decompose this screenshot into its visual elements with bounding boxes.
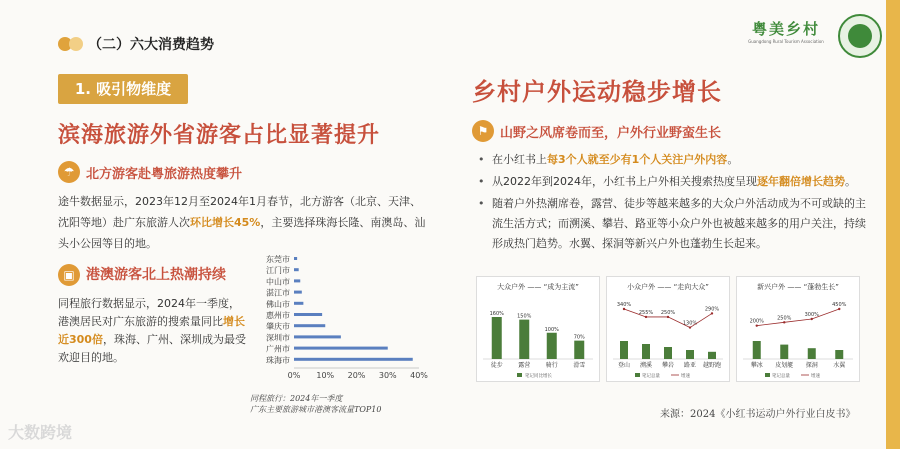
panel-bar xyxy=(547,333,557,359)
emerging-outdoor-panel: 新兴户外 —— “蓬勃生长” 200% 攀冰 250% 皮划艇 300% 探洞 450% 水翼 笔记总量 增速 xyxy=(736,276,860,382)
growth-line xyxy=(757,309,840,326)
city-bar xyxy=(294,347,388,350)
category-label: 登山 xyxy=(617,362,631,369)
panel-bar xyxy=(574,341,584,359)
line-value-label: 130% xyxy=(682,320,698,327)
legend-label: 笔记总量 xyxy=(772,374,790,379)
bar-value-label: 70% xyxy=(573,334,585,341)
runner-icon: ⚑ xyxy=(472,120,494,142)
watermark: 大数跨境 xyxy=(8,423,73,442)
chart-note: 同程旅行：2024年一季度 广东主要旅游城市港澳客流量TOP10 xyxy=(250,394,382,414)
line-value-label: 450% xyxy=(832,302,847,308)
legend-label: 增速 xyxy=(681,374,690,379)
category-label: 攀冰 xyxy=(750,362,763,369)
x-tick-label: 30% xyxy=(378,371,397,380)
city-label: 佛山市 xyxy=(266,299,290,309)
city-bar xyxy=(294,302,303,305)
x-tick-label: 0% xyxy=(287,371,301,380)
city-bar xyxy=(294,291,302,294)
city-label: 珠海市 xyxy=(266,355,290,365)
legend-label: 增速 xyxy=(811,374,820,379)
city-label: 湛江市 xyxy=(266,288,290,298)
city-label: 深圳市 xyxy=(266,333,290,343)
source-note: 来源：2024《小红书运动户外行业白皮书》 xyxy=(660,409,856,420)
paragraph-hk-macau: 同程旅行数据显示，2024年一季度，港澳居民对广东旅游的搜索量同比增长近300倍，珠海、广州、深圳成为最受欢迎目的地。 xyxy=(58,297,246,364)
city-bar xyxy=(294,324,325,327)
panel-bar xyxy=(808,348,816,359)
city-bar xyxy=(294,279,300,282)
bar-value-label: 150% xyxy=(517,313,532,320)
x-tick-label: 20% xyxy=(347,371,366,380)
panel-bar xyxy=(642,344,650,359)
growth-point xyxy=(711,312,713,314)
left-headline: 滨海旅游外省游客占比显著提升 xyxy=(58,123,381,148)
right-headline: 乡村户外运动稳步增长 xyxy=(472,78,722,106)
decorative-right-strip xyxy=(886,0,900,449)
panel-bar xyxy=(686,350,694,359)
city-bar xyxy=(294,313,322,316)
panel-bar xyxy=(835,350,843,359)
sub2-title: 港澳游客北上热潮持续 xyxy=(86,267,226,283)
growth-point xyxy=(623,308,625,310)
legend-swatch xyxy=(517,373,522,377)
bus-icon: ▣ xyxy=(58,264,80,286)
category-label: 路亚 xyxy=(683,362,697,369)
category-label: 露营 xyxy=(518,362,531,369)
category-label: 皮划艇 xyxy=(775,362,794,369)
category-label: 探洞 xyxy=(805,362,818,369)
category-label: 徒步 xyxy=(490,362,503,369)
panel-bar xyxy=(519,320,529,359)
city-bar xyxy=(294,257,297,260)
line-value-label: 340% xyxy=(616,302,632,308)
city-bar xyxy=(294,358,413,361)
line-value-label: 250% xyxy=(660,309,676,316)
bullet-item: • 从2022年到2024年，小红书上户外相关搜索热度呈现逐年翻倍增长趋势。 xyxy=(474,172,874,192)
bullet-item: • 在小红书上每3个人就至少有1个人关注户外内容。 xyxy=(474,150,874,170)
city-label: 中山市 xyxy=(266,277,290,287)
category-label: 滑雪 xyxy=(573,362,586,369)
outdoor-bullets xyxy=(474,150,874,256)
line-value-label: 255% xyxy=(638,309,654,316)
growth-point xyxy=(756,324,758,326)
city-bar xyxy=(294,335,341,338)
category-label: 越野跑 xyxy=(702,362,722,369)
legend-swatch xyxy=(765,373,770,377)
line-value-label: 200% xyxy=(749,318,764,325)
legend-label: 笔记总量 xyxy=(642,374,660,379)
category-label: 骑行 xyxy=(545,362,558,369)
paragraph-north-tourists: 途牛数据显示，2023年12月至2024年1月春节，北方游客（北京、天津、沈阳等地）赴广东旅游人次环比增长45%，主要选择珠海长隆、南澳岛、汕头小公园等目的地。 xyxy=(58,195,426,250)
growth-point xyxy=(645,316,647,318)
beach-icon: ☂ xyxy=(58,161,80,183)
panel-bar xyxy=(620,341,628,359)
bullet-item: • 随着户外热潮席卷，露营、徒步等越来越多的大众户外活动成为不可或缺的主流生活方式；而溯溪、攀岩、路亚等小众户外也被越来越多的用户关注，持续形成热门趋势。水翼、探洞等新兴户外也蓬勃生长起来。 xyxy=(474,194,874,254)
x-tick-label: 10% xyxy=(316,371,335,380)
rural-logo: 粤美乡村 Guangdong Rural Tourism Association xyxy=(748,20,824,44)
bar-value-label: 160% xyxy=(489,311,504,317)
growth-point xyxy=(667,316,669,318)
city-bar xyxy=(294,268,299,271)
category-label: 溯溪 xyxy=(639,362,653,369)
bar-value-label: 100% xyxy=(544,326,559,333)
line-value-label: 250% xyxy=(777,315,792,322)
growth-point xyxy=(838,308,840,310)
growth-point xyxy=(811,318,813,320)
panel-bar xyxy=(492,317,502,359)
category-label: 攀岩 xyxy=(661,362,675,369)
legend-label: 笔记同比增长 xyxy=(525,374,552,379)
sub1-title: 北方游客赴粤旅游热度攀升 xyxy=(86,167,243,182)
city-label: 东莞市 xyxy=(266,255,290,264)
growth-point xyxy=(689,326,691,328)
city-label: 广州市 xyxy=(266,344,290,354)
right-subtitle: 山野之风席卷而至，户外行业野蛮生长 xyxy=(500,126,722,141)
line-value-label: 300% xyxy=(804,312,819,318)
line-value-label: 290% xyxy=(704,306,720,313)
panel-bar xyxy=(708,352,716,359)
dimension-tag: 1. 吸引物维度 xyxy=(58,74,188,104)
x-tick-label: 40% xyxy=(410,371,428,380)
city-label: 江门市 xyxy=(266,266,290,276)
mass-outdoor-panel: 大众户外 —— “成为主流” 160% 徒步 150% 露营 100% 骑行 70% 滑雪 笔记同比增长 xyxy=(476,276,600,382)
panel-bar xyxy=(780,345,788,359)
category-label: 水翼 xyxy=(833,362,846,369)
city-label: 惠州市 xyxy=(266,311,290,320)
panel-bar xyxy=(753,341,761,359)
niche-outdoor-panel: 小众户外 —— “走向大众” 340% 登山 255% 溯溪 250% 攀岩 130% 路亚 290% 越野跑 笔记总量 增速 xyxy=(606,276,730,382)
legend-swatch xyxy=(635,373,640,377)
city-label: 肇庆市 xyxy=(266,322,290,332)
panel-bar xyxy=(664,347,672,359)
growth-point xyxy=(783,321,785,323)
section-title: （二）六大消费趋势 xyxy=(88,37,214,53)
city-bar-chart xyxy=(246,250,426,385)
association-seal-icon xyxy=(838,14,882,58)
